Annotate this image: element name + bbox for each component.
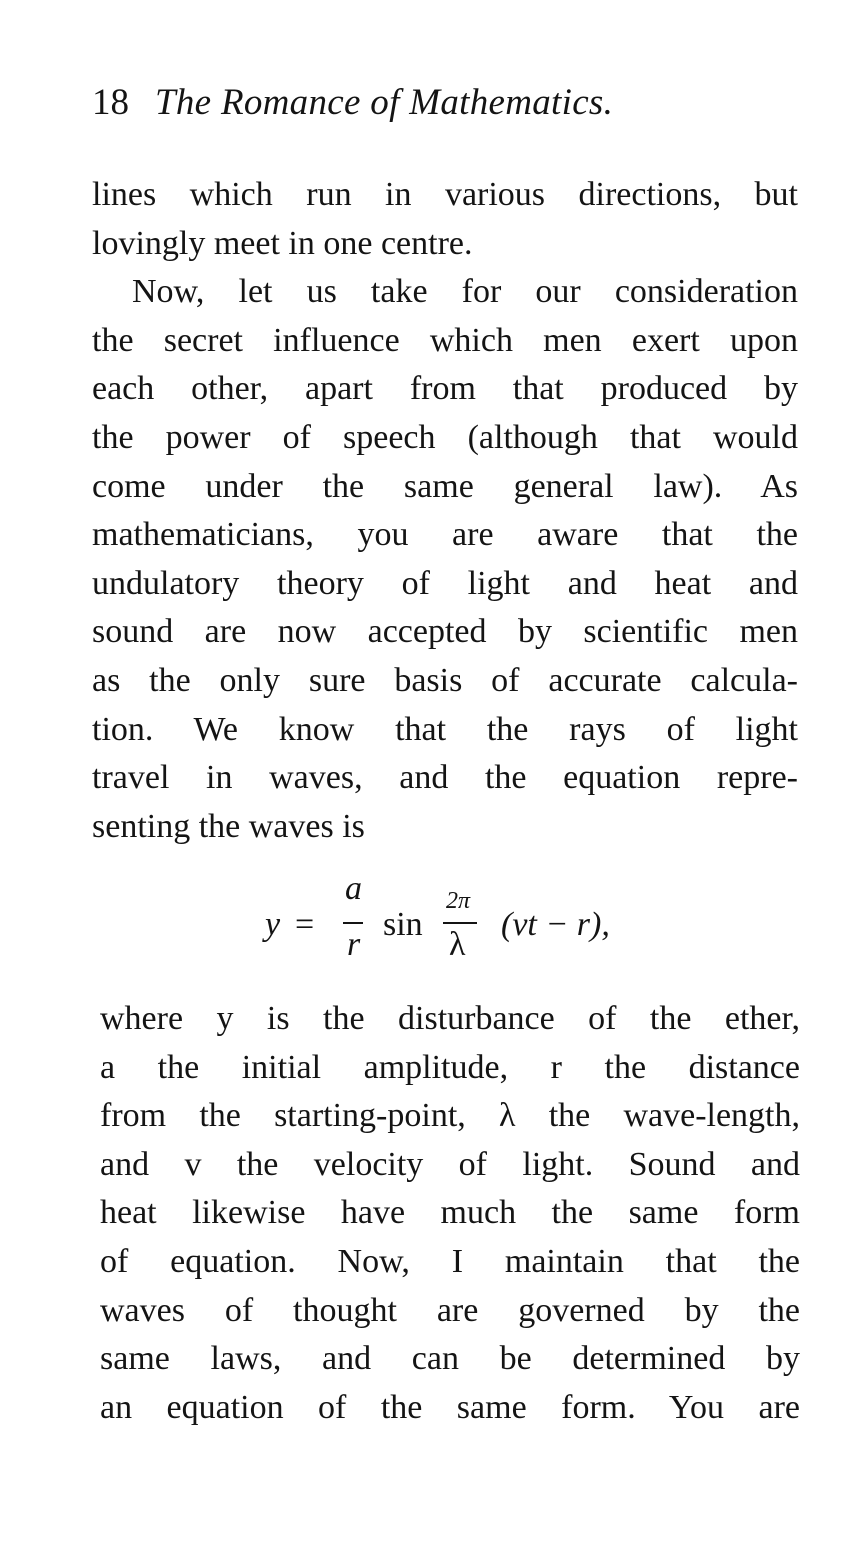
page-number: 18 — [92, 82, 129, 123]
text-line: the secret influence which men exert upon — [92, 321, 798, 359]
wave-equation — [265, 870, 685, 968]
text-line: the power of speech (although that would — [92, 418, 798, 456]
text-line: mathematicians, you are aware that the — [92, 516, 798, 554]
text-line: sound are now accepted by scientific men — [92, 613, 798, 651]
running-title: The Romance of Mathematics. — [155, 82, 614, 123]
text-line: undulatory theory of light and heat and — [92, 564, 798, 602]
eq-frac2-bar — [443, 922, 477, 924]
text-line: from the starting-point, λ the wave-length, — [100, 1097, 800, 1135]
text-line: come under the same general law). As — [92, 467, 798, 505]
running-header — [92, 78, 792, 128]
text-line: of equation. Now, I maintain that the — [100, 1242, 800, 1280]
text-line: and v the velocity of light. Sound and — [100, 1145, 800, 1183]
eq-parenthesis-term: (vt − r), — [501, 906, 610, 943]
text-line: tion. We know that the rays of light — [92, 710, 798, 748]
text-line: same laws, and can be determined by — [100, 1340, 800, 1378]
text-line: heat likewise have much the same form — [100, 1194, 800, 1232]
text-line: where y is the disturbance of the ether, — [100, 1000, 800, 1037]
text-line: travel in waves, and the equation repre- — [92, 759, 798, 797]
paragraph-block-after-equation — [100, 995, 800, 1432]
eq-frac1-numerator: a — [345, 870, 362, 907]
eq-lhs: y — [265, 906, 281, 943]
eq-frac2-denominator: λ — [449, 926, 466, 963]
text-line: Now, let us take for our consideration — [132, 273, 798, 311]
text-line: an equation of the same form. You are — [100, 1388, 800, 1426]
eq-frac2-numerator: 2π — [446, 888, 471, 914]
eq-equals: = — [295, 906, 315, 943]
text-line: a the initial amplitude, r the distance — [100, 1048, 800, 1086]
text-line: waves of thought are governed by the — [100, 1291, 800, 1329]
eq-frac1-bar — [343, 922, 363, 924]
text-line: as the only sure basis of accurate calcula- — [92, 661, 798, 699]
paragraph-block-before-equation — [92, 171, 798, 851]
text-line: lines which run in various directions, but — [92, 176, 798, 213]
eq-frac1-denominator: r — [347, 926, 361, 963]
text-line: each other, apart from that produced by — [92, 370, 798, 408]
eq-sin: sin — [383, 906, 423, 943]
text-line: senting the waves is — [92, 807, 365, 845]
text-line: lovingly meet in one centre. — [92, 224, 473, 262]
